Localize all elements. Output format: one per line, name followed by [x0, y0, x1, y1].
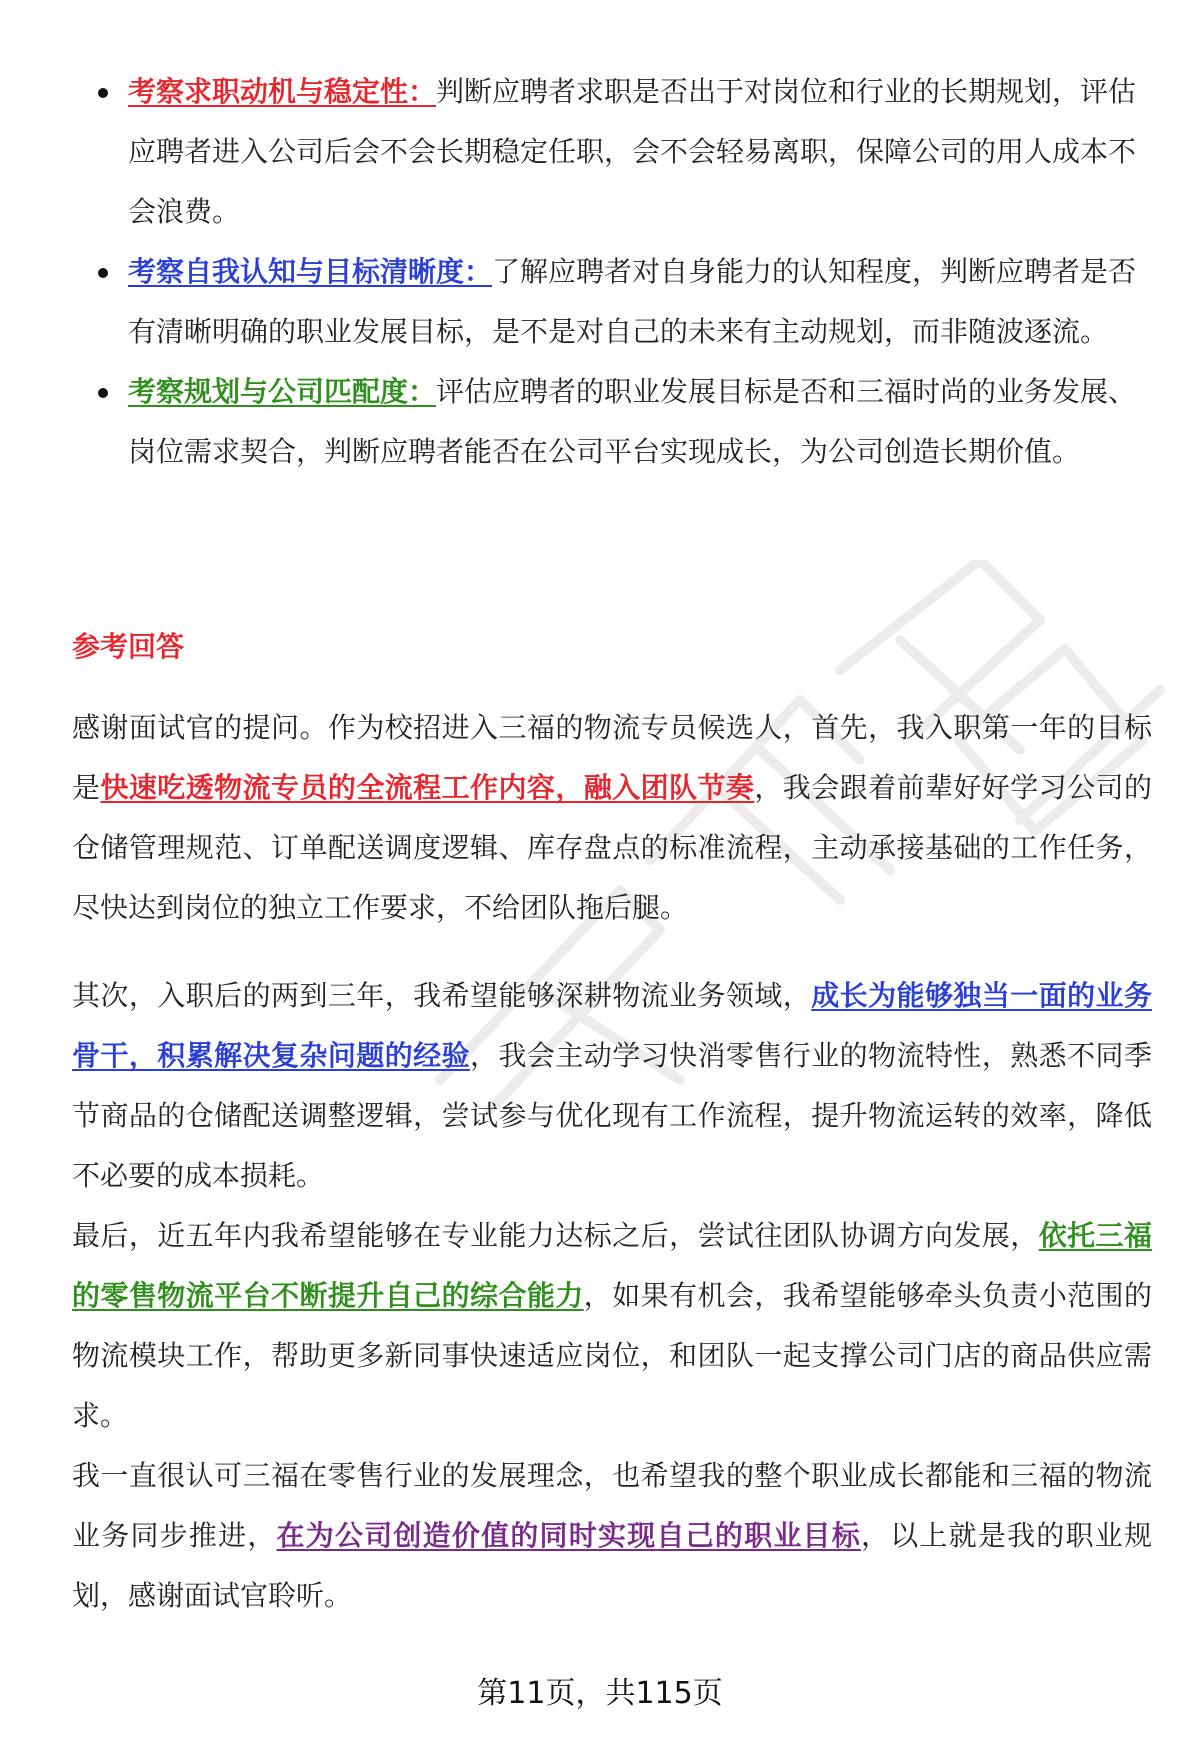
answer-highlight: 成长为能够独当一面的业务骨干，积累解决复杂问题的经验	[72, 979, 1152, 1072]
criteria-text: 判断应聘者求职是否出于对岗位和行业的长期规划，评估应聘者进入公司后会不会长期稳定任职，会不会轻易离职，保障公司的用人成本不会浪费。	[128, 75, 1137, 228]
criteria-text: 了解应聘者对自身能力的认知程度，判断应聘者是否有清晰明确的职业发展目标，是不是对自己的未来有主动规划，而非随波逐流。	[128, 255, 1137, 348]
criteria-keyword: 考察自我认知与目标清晰度：	[128, 255, 493, 288]
criteria-keyword: 考察规划与公司匹配度：	[128, 375, 437, 408]
answer-paragraph-two-three-years	[72, 966, 1152, 1206]
section-title: 参考回答	[72, 630, 185, 663]
criteria-keyword: 考察求职动机与稳定性：	[128, 75, 437, 108]
answer-text: 感谢面试官的提问。作为校招进入三福的物流专员候选人，首先，我入职第一年的目标是	[72, 711, 1152, 804]
answer-text: ，我会主动学习快消零售行业的物流特性，熟悉不同季节商品的仓储配送调整逻辑，尝试参与优化现有工作流程，提升物流运转的效率，降低不必要的成本损耗。	[72, 1039, 1152, 1192]
bullet-icon	[98, 268, 108, 278]
page-number: 第11页，共115页	[477, 1676, 723, 1711]
answer-text: ，以上就是我的职业规划，感谢面试官聆听。	[72, 1519, 1152, 1612]
criteria-item-motivation	[98, 62, 1158, 242]
answer-text: ，如果有机会，我希望能够牵头负责小范围的物流模块工作，帮助更多新同事快速适应岗位，和团队一起支撑公司门店的商品供应需求。	[72, 1279, 1152, 1432]
criteria-text: 评估应聘者的职业发展目标是否和三福时尚的业务发展、岗位需求契合，判断应聘者能否在公司平台实现成长，为公司创造长期价值。	[128, 375, 1137, 468]
answer-highlight: 在为公司创造价值的同时实现自己的职业目标	[276, 1519, 861, 1552]
criteria-item-company-fit	[98, 362, 1158, 482]
answer-text: 我一直很认可三福在零售行业的发展理念，也希望我的整个职业成长都能和三福的物流业务同步推进，	[72, 1459, 1152, 1552]
answer-paragraph-first-year	[72, 698, 1152, 938]
answer-paragraph-five-years	[72, 1206, 1152, 1446]
bullet-icon	[98, 388, 108, 398]
criteria-list	[98, 62, 1158, 482]
answer-highlight: 快速吃透物流专员的全流程工作内容，融入团队节奏	[100, 771, 755, 804]
bullet-icon	[98, 88, 108, 98]
answer-text: ，我会跟着前辈好好学习公司的仓储管理规范、订单配送调度逻辑、库存盘点的标准流程，主动承接基础的工作任务，尽快达到岗位的独立工作要求，不给团队拖后腿。	[72, 771, 1152, 924]
answer-highlight: 依托三福的零售物流平台不断提升自己的综合能力	[72, 1219, 1152, 1312]
criteria-item-self-awareness	[98, 242, 1158, 362]
answer-text: 最后，近五年内我希望能够在专业能力达标之后，尝试往团队协调方向发展，	[72, 1219, 1039, 1252]
reference-answer	[72, 698, 1152, 1626]
answer-text: 其次，入职后的两到三年，我希望能够深耕物流业务领域，	[72, 979, 812, 1012]
answer-paragraph-closing	[72, 1446, 1152, 1626]
